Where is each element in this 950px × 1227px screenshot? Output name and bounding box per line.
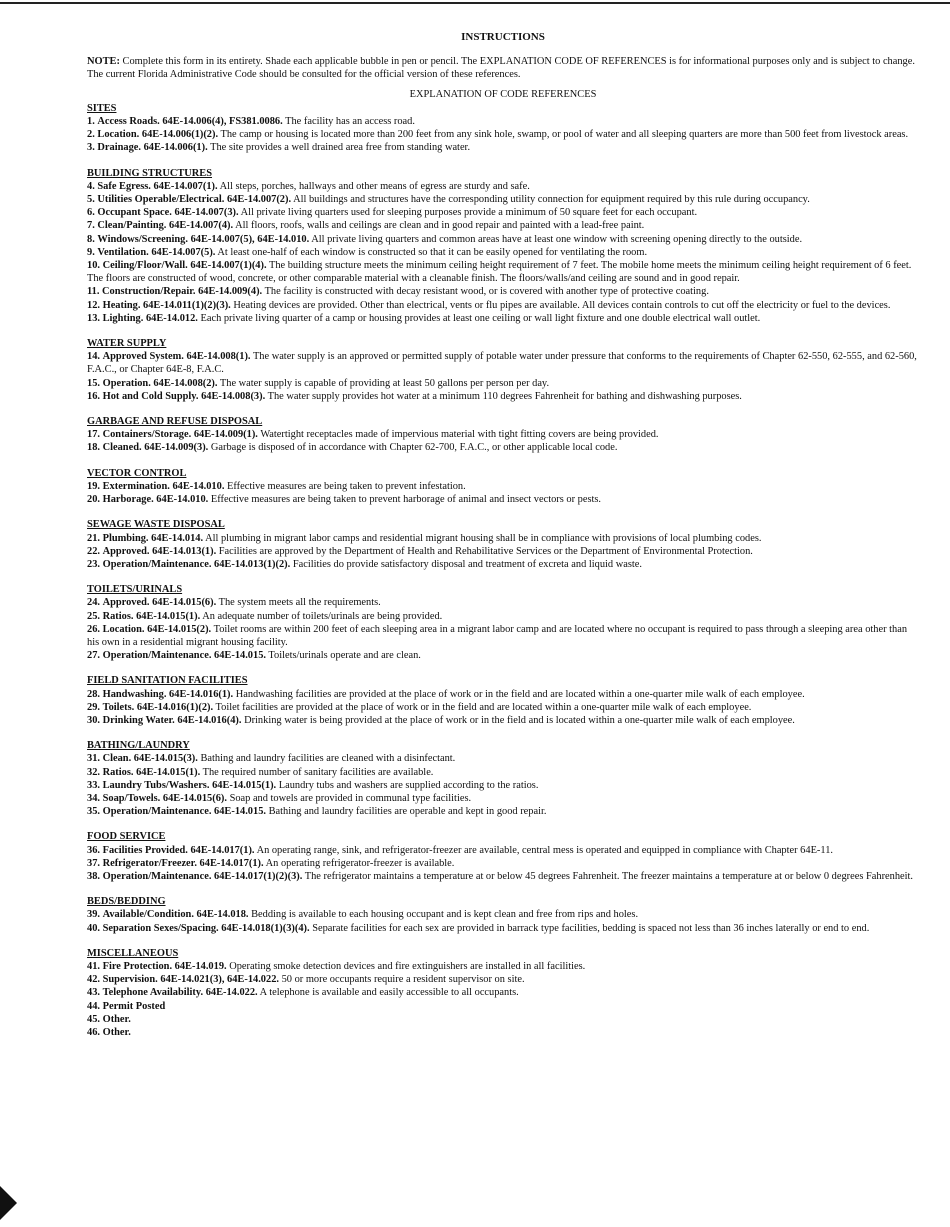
item-label: Handwashing. [102,688,167,700]
item-label: Location. [102,623,145,635]
item-text: Toilets/urinals operate and are clean. [268,650,421,662]
list-item [87,649,919,662]
item-code: 64E-14.021(3), 64E-14.022. [160,974,279,986]
item-number: 44. [87,1000,100,1012]
list-item [87,701,919,714]
section-heading: VECTOR CONTROL [87,467,187,479]
item-text: All steps, porches, hallways and other means of egress are sturdy and safe. [219,180,530,192]
item-text: All buildings and structures have the corresponding utility connection for equipment required by this rule during occupancy. [293,194,810,206]
list-item [87,1000,919,1013]
list-item [87,141,919,154]
item-number: 41. [87,960,100,972]
list-item [87,377,919,390]
item-label: Clean. [102,753,132,765]
item-number: 14. [87,351,100,363]
item-text: A telephone is available and easily accessible to all occupants. [259,987,519,999]
item-label: Harborage. [102,494,154,506]
item-number: 25. [87,610,100,622]
item-number: 46. [87,1027,100,1038]
item-label: Construction/Repair. [102,286,196,298]
section [87,583,919,662]
item-code: 64E-14.011(1)(2)(3). [143,299,231,311]
item-label: Utilities Operable/Electrical. [97,194,225,206]
item-text: All private living quarters and common areas have at least one window with screening opening directly to the outside. [311,233,803,245]
item-text: 50 or more occupants require a resident supervisor on site. [281,974,525,986]
item-number: 13. [87,312,100,324]
section-heading: BUILDING STRUCTURES [87,167,213,179]
list-item [87,545,919,558]
page-title: INSTRUCTIONS [461,31,545,43]
list-item [87,610,919,623]
item-number: 23. [87,558,100,570]
item-code: 64E-14.008(1). [186,351,251,363]
item-code: 64E-14.015. [214,806,266,818]
item-label: Safe Egress. [97,180,151,192]
item-number: 21. [87,532,100,544]
item-number: 36. [87,844,100,856]
list-item [87,493,919,506]
item-code: 64E-14.006(1). [143,142,208,154]
item-code: 64E-14.012. [145,312,198,324]
item-code: 64E-14.010. [172,480,225,492]
list-item [87,532,919,545]
item-code: 64E-14.007(1). [153,180,218,192]
instructions-page [87,31,919,1039]
item-text: An operating range, sink, and refrigerator-freezer are available, central mess is operated and equipped in compliance with Chapter 64E-11. [256,844,833,856]
list-item [87,299,919,312]
item-number: 10. [87,260,100,272]
item-text: Bathing and laundry facilities are operable and kept in good repair. [268,806,547,818]
list-item [87,870,919,883]
item-code: 64E-14.016(4). [177,714,242,726]
item-code: 64E-14.009(3). [144,442,209,454]
item-number: 6. [87,207,95,219]
item-code: 64E-14.015(6). [152,597,217,609]
list-item [87,246,919,259]
list-item [87,233,919,246]
item-label: Ventilation. [97,246,149,258]
list-item [87,908,919,921]
item-label: Cleaned. [102,442,142,454]
section-heading: MISCELLANEOUS [87,947,179,959]
item-number: 16. [87,390,100,402]
section-heading: FOOD SERVICE [87,831,166,843]
item-number: 26. [87,623,100,635]
item-number: 32. [87,766,100,778]
item-number: 8. [87,233,95,245]
item-text: Heating devices are provided. Other than electrical, vents or flu pipes are available. All devices contain controls to cut off the electricity or fuel to the devices. [233,299,891,311]
item-label: Approved. [102,597,150,609]
list-item [87,206,919,219]
item-label: Clean/Painting. [97,220,167,232]
item-label: Access Roads. [97,116,160,128]
item-text: An adequate number of toilets/urinals are being provided. [202,610,443,622]
item-label: Containers/Storage. [102,429,192,441]
item-number: 12. [87,299,100,311]
item-label: Available/Condition. [102,909,194,921]
item-number: 27. [87,650,100,662]
item-text: Handwashing facilities are provided at the place of work or in the field and are located within a one-quarter mile walk of each employee. [235,688,805,700]
item-label: Refrigerator/Freezer. [102,857,197,869]
item-number: 29. [87,701,100,713]
item-number: 42. [87,974,100,986]
item-code: 64E-14.017(1). [199,857,264,869]
item-text: Soap and towels are provided in communal type facilities. [229,792,472,804]
list-item [87,857,919,870]
sections-container [87,102,919,1039]
list-item [87,390,919,403]
item-code: 64E-14.013(1)(2). [214,558,291,570]
item-number: 30. [87,714,100,726]
item-label: Heating. [102,299,141,311]
section [87,467,919,507]
item-label: Laundry Tubs/Washers. [102,779,210,791]
item-label: Permit Posted [102,1000,166,1012]
list-item [87,259,919,285]
item-code: 64E-14.006(4), FS381.0086. [162,116,283,128]
item-number: 34. [87,792,100,804]
item-number: 7. [87,220,95,232]
list-item [87,986,919,999]
section [87,895,919,935]
item-code: 64E-14.009(1). [193,429,258,441]
item-text: Operating smoke detection devices and fire extinguishers are installed in all facilities. [229,960,586,972]
item-label: Approved. [102,545,150,557]
item-label: Soap/Towels. [102,792,161,804]
list-item [87,480,919,493]
item-label: Other. [102,1013,131,1025]
section [87,739,919,818]
item-number: 11. [87,286,100,298]
section [87,167,919,325]
list-item [87,128,919,141]
item-code: 64E-14.016(1). [169,688,234,700]
item-label: Operation/Maintenance. [102,806,212,818]
section-heading: SITES [87,102,117,114]
list-item [87,714,919,727]
item-label: Ceiling/Floor/Wall. [102,260,188,272]
section-heading: WATER SUPPLY [87,338,167,350]
item-number: 19. [87,480,100,492]
item-code: 64E-14.015(1). [136,610,201,622]
item-number: 20. [87,494,100,506]
item-code: 64E-14.015. [214,650,266,662]
section-heading: BATHING/LAUNDRY [87,740,190,752]
item-number: 15. [87,377,100,389]
item-label: Plumbing. [102,532,149,544]
item-text: The system meets all the requirements. [218,597,381,609]
list-item [87,558,919,571]
item-number: 18. [87,442,100,454]
item-text: Facilities are approved by the Department of Health and Rehabilitative Services or the Department of Environmental Protection. [218,545,753,557]
section [87,102,919,155]
item-label: Fire Protection. [102,960,173,972]
section [87,415,919,455]
item-label: Separation Sexes/Spacing. [102,922,219,934]
item-text: All private living quarters used for sleeping purposes provide a minimum of 50 square feet for each occupant. [240,207,698,219]
item-text: Garbage is disposed of in accordance with Chapter 62-700, F.A.C., or other applicable local code. [210,442,618,454]
top-border-line [0,2,950,4]
note-paragraph [87,55,919,81]
item-number: 1. [87,116,95,128]
item-label: Extermination. [102,480,170,492]
item-code: 64E-14.007(2). [226,194,292,206]
item-code: 64E-14.017(1)(2)(3). [214,870,303,882]
section [87,518,919,571]
item-code: 64E-14.016(1)(2). [136,701,214,713]
item-number: 3. [87,142,95,154]
section-heading: SEWAGE WASTE DISPOSAL [87,519,225,531]
item-code: 64E-14.018(1)(3)(4). [221,922,310,934]
list-item [87,805,919,818]
item-code: 64E-14.007(3). [174,207,239,219]
item-code: 64E-14.009(4). [198,286,263,298]
item-text: The camp or housing is located more than 200 feet from any sink hole, swamp, or pool of water and all sleeping quarters are more than 500 feet from livestock areas. [220,129,909,141]
item-label: Operation/Maintenance. [102,558,212,570]
list-item [87,792,919,805]
item-number: 37. [87,857,100,869]
item-text: Laundry tubs and washers are supplied according to the ratios. [278,779,539,791]
item-text: All floors, roofs, walls and ceilings are clean and in good repair and painted with a lead-free paint. [235,220,645,232]
item-label: Approved System. [102,351,184,363]
item-label: Location. [97,129,140,141]
item-label: Ratios. [102,766,134,778]
item-number: 33. [87,779,100,791]
list-item [87,350,919,376]
item-label: Supervision. [102,974,158,986]
item-text: Toilet facilities are provided at the place of work or in the field and are located within a one-quarter mile walk of each employee. [215,701,752,713]
item-text: Watertight receptacles made of impervious material with tight fitting covers are being provided. [260,429,659,441]
item-text: The water supply is an approved or permitted supply of potable water under pressure that conforms to the requirements of Chapter 62-550, 62-555, and 62-560, F.A.C., or Chapter 64E-8, F.A.C. [87,351,917,376]
item-number: 39. [87,909,100,921]
item-text: Toilet rooms are within 200 feet of each sleeping area in a migrant labor camp and are located where no occupant is required to pass through a sleeping area other than his own in a residential migrant housing facility. [87,623,908,648]
section-heading: FIELD SANITATION FACILITIES [87,675,248,687]
item-code: 64E-14.007(5), 64E-14.010. [190,233,310,245]
item-code: 64E-14.006(1)(2). [141,129,219,141]
item-code: 64E-14.019. [174,960,227,972]
note-text: Complete this form in its entirety. Shade each applicable bubble in pen or pencil. The EXPLANATION CODE OF REFERENCES is for informational purposes only and is subject to change. The current Florida Administrative Code should be consulted for the official version of these references. [87,56,915,81]
item-code: 64E-14.013(1). [152,545,217,557]
item-label: Facilities Provided. [102,844,188,856]
item-label: Drinking Water. [102,714,175,726]
section [87,947,919,1039]
list-item [87,312,919,325]
item-text: Separate facilities for each sex are provided in barrack type facilities, bedding is spaced not less than 36 inches laterally or end to end. [312,922,870,934]
list-item [87,441,919,454]
item-code: 64E-14.007(5). [151,246,216,258]
item-number: 38. [87,870,100,882]
item-text: The refrigerator maintains a temperature at or below 45 degrees Fahrenheit. The freezer maintains a temperature at or below 0 degrees Fahrenheit. [304,870,914,882]
item-code: 64E-14.007(4). [169,220,234,232]
section-heading: GARBAGE AND REFUSE DISPOSAL [87,416,263,428]
list-item [87,115,919,128]
list-item [87,779,919,792]
item-label: Operation/Maintenance. [102,650,212,662]
item-text: At least one-half of each window is constructed so that it can be easily opened for ventilating the room. [217,246,648,258]
list-item [87,766,919,779]
item-text: The site provides a well drained area free from standing water. [210,142,471,154]
section-heading: BEDS/BEDDING [87,896,166,908]
list-item [87,623,919,649]
item-label: Windows/Screening. [97,233,188,245]
page-marker-arrow-icon [0,1186,17,1220]
item-text: All plumbing in migrant labor camps and residential migrant housing shall be in compliance with provisions of local plumbing codes. [205,532,762,544]
item-text: Each private living quarter of a camp or housing provides at least one ceiling or wall light fixture and one double electrical wall outlet. [200,312,761,324]
item-code: 64E-14.015(1). [212,779,277,791]
item-code: 64E-14.017(1). [190,844,255,856]
item-text: The required number of sanitary facilities are available. [202,766,434,778]
item-code: 64E-14.007(1)(4). [190,260,267,272]
section [87,337,919,403]
item-code: 64E-14.015(1). [136,766,201,778]
item-code: 64E-14.014. [151,532,204,544]
item-code: 64E-14.018. [196,909,249,921]
list-item [87,596,919,609]
section [87,674,919,727]
item-code: 64E-14.015(2). [147,623,212,635]
note-label: NOTE: [87,56,120,68]
item-label: Lighting. [102,312,144,324]
item-code: 64E-14.008(2). [153,377,218,389]
item-number: 4. [87,180,95,192]
item-number: 5. [87,194,95,206]
list-item [87,1013,919,1026]
list-item [87,428,919,441]
item-number: 45. [87,1013,100,1025]
item-text: The facility is constructed with decay resistant wood, or is covered with another type of protective coating. [264,286,709,298]
item-number: 2. [87,129,95,141]
item-number: 17. [87,429,100,441]
list-item [87,285,919,298]
item-text: The water supply provides hot water at a minimum 110 degrees Fahrenheit for bathing and dishwashing purposes. [267,390,742,402]
list-item [87,1026,919,1039]
list-item [87,844,919,857]
item-label: Other. [102,1027,131,1038]
item-label: Toilets. [102,701,135,713]
item-text: The water supply is capable of providing at least 50 gallons per person per day. [219,377,550,389]
item-code: 64E-14.010. [156,494,209,506]
item-number: 43. [87,987,100,999]
explanation-heading: EXPLANATION OF CODE REFERENCES [409,88,597,100]
item-number: 28. [87,688,100,700]
item-text: The building structure meets the minimum ceiling height requirement of 7 feet. The mobile home meets the minimum ceiling height requirement of 6 feet. The floors are constructed of wood, concrete, or other comparable material with a cleanable finish. The floors/walls/and ceiling are sound and in good repair. [87,260,912,285]
item-label: Operation/Maintenance. [102,870,212,882]
list-item [87,219,919,232]
section-heading: TOILETS/URINALS [87,584,183,596]
item-label: Operation. [102,377,151,389]
item-label: Drainage. [97,142,141,154]
list-item [87,922,919,935]
item-number: 24. [87,597,100,609]
item-number: 31. [87,753,100,765]
item-text: Bathing and laundry facilities are cleaned with a disinfectant. [200,753,456,765]
item-number: 9. [87,246,95,258]
item-label: Hot and Cold Supply. [102,390,199,402]
item-label: Ratios. [102,610,134,622]
item-text: Effective measures are being taken to prevent harborage of animal and insect vectors or pests. [210,494,602,506]
item-code: 64E-14.015(3). [133,753,198,765]
list-item [87,688,919,701]
list-item [87,752,919,765]
section [87,830,919,883]
item-text: Effective measures are being taken to prevent infestation. [227,480,466,492]
item-text: An operating refrigerator-freezer is available. [265,857,455,869]
item-code: 64E-14.022. [205,987,258,999]
list-item [87,973,919,986]
item-code: 64E-14.015(6). [162,792,227,804]
item-number: 35. [87,806,100,818]
item-number: 22. [87,545,100,557]
list-item [87,960,919,973]
item-label: Occupant Space. [97,207,172,219]
item-number: 40. [87,922,100,934]
list-item [87,193,919,206]
item-text: Drinking water is being provided at the place of work or in the field and is located within a one-quarter mile walk of each employee. [244,714,795,726]
item-code: 64E-14.008(3). [201,390,266,402]
item-text: The facility has an access road. [285,116,415,128]
item-label: Telephone Availability. [102,987,204,999]
item-text: Facilities do provide satisfactory disposal and treatment of excreta and liquid waste. [292,558,642,570]
item-text: Bedding is available to each housing occupant and is kept clean and free from rips and holes. [251,909,639,921]
list-item [87,180,919,193]
